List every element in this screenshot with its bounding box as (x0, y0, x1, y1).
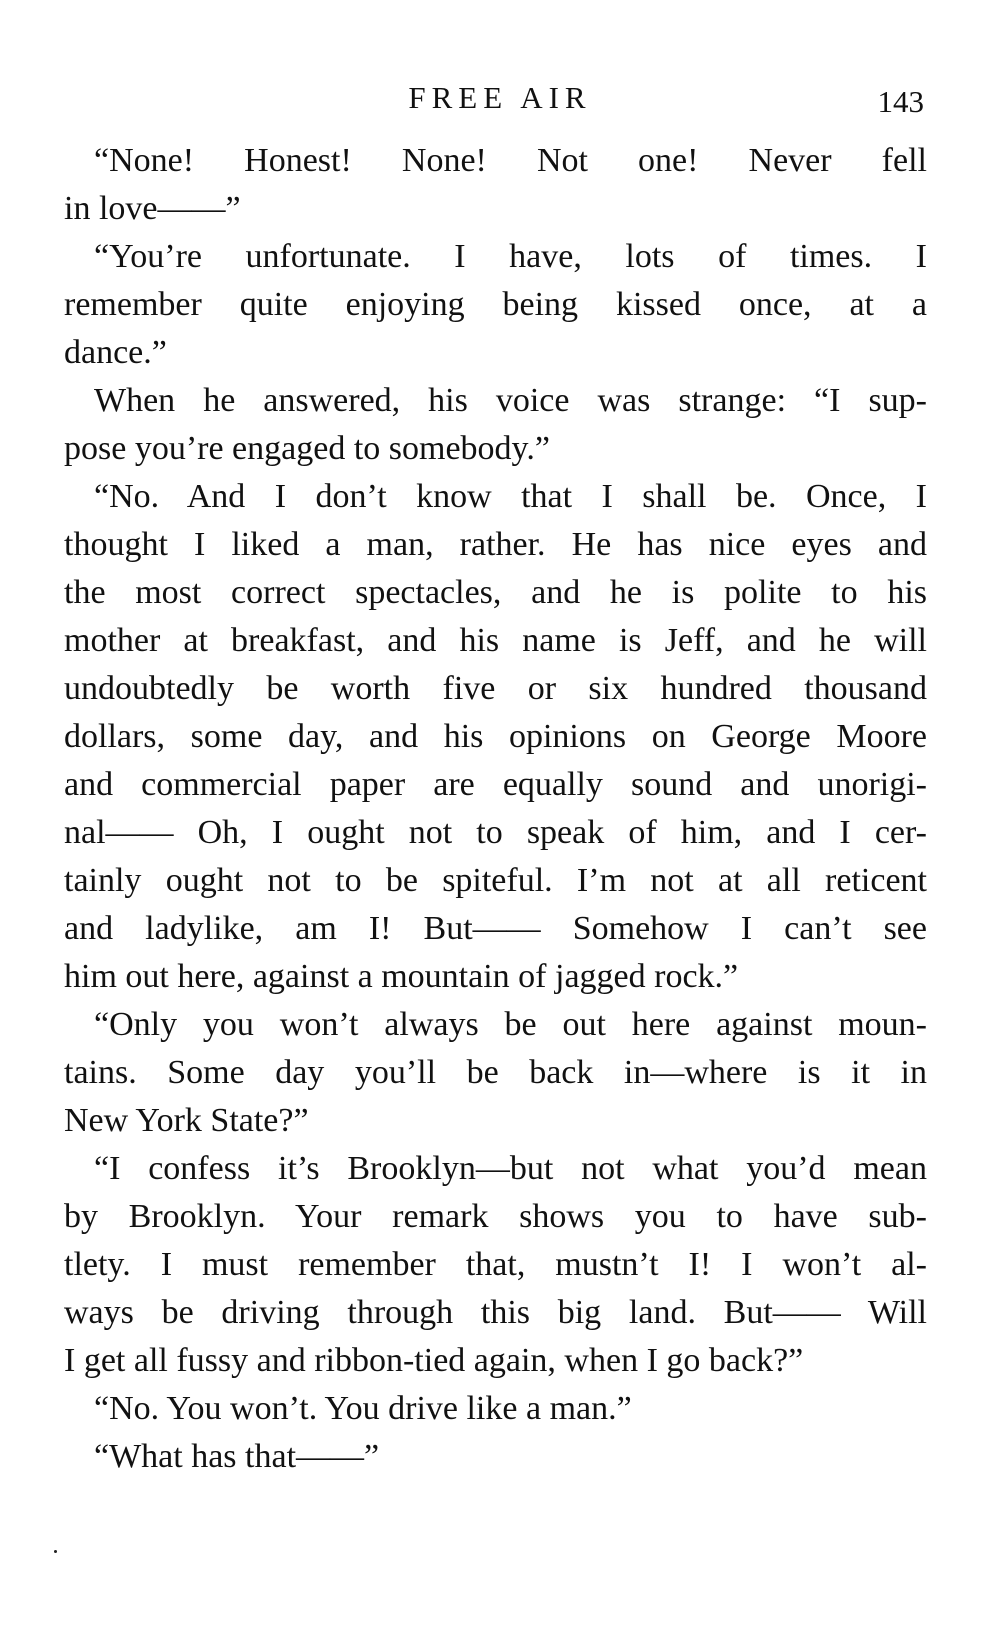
text-line: When he answered, his voice was strange: “I sup- (94, 382, 927, 419)
body-text (64, 137, 927, 1481)
text-line: dollars, some day, and his opinions on George Moore (64, 718, 927, 755)
text-line: “Only you won’t always be out here against moun- (94, 1006, 927, 1043)
text-line: “I confess it’s Brooklyn—but not what you’d mean (94, 1150, 927, 1187)
text-line: him out here, against a mountain of jagged rock.” (64, 958, 739, 995)
text-line: “What has that——” (94, 1438, 380, 1475)
text-line: nal—— Oh, I ought not to speak of him, and I cer- (64, 814, 927, 851)
page-number: 143 (877, 84, 924, 119)
text-line: ways be driving through this big land. But—— Will (64, 1294, 927, 1331)
text-line: pose you’re engaged to somebody.” (64, 430, 550, 467)
running-title: FREE AIR (408, 80, 592, 115)
text-line: dance.” (64, 334, 167, 371)
text-line: “None! Honest! None! Not one! Never fell (94, 142, 927, 179)
ink-speck (54, 1550, 57, 1553)
text-line: New York State?” (64, 1102, 309, 1139)
text-line: the most correct spectacles, and he is polite to his (64, 574, 927, 611)
text-line: tlety. I must remember that, mustn’t I! I won’t al- (64, 1246, 927, 1283)
text-line: mother at breakfast, and his name is Jeff, and he will (64, 622, 927, 659)
text-line: I get all fussy and ribbon-tied again, when I go back?” (64, 1342, 804, 1379)
text-line: tainly ought not to be spiteful. I’m not at all reticent (64, 862, 927, 899)
text-line: and commercial paper are equally sound and unorigi- (64, 766, 927, 803)
text-line: by Brooklyn. Your remark shows you to have sub- (64, 1198, 927, 1235)
running-head (0, 78, 1000, 118)
text-line: in love——” (64, 190, 241, 227)
text-line: undoubtedly be worth five or six hundred thousand (64, 670, 927, 707)
text-line: “You’re unfortunate. I have, lots of times. I (94, 238, 927, 275)
text-line: “No. And I don’t know that I shall be. Once, I (94, 478, 927, 515)
text-line: remember quite enjoying being kissed once, at a (64, 286, 927, 323)
text-line: thought I liked a man, rather. He has nice eyes and (64, 526, 927, 563)
text-line: tains. Some day you’ll be back in—where is it in (64, 1054, 927, 1091)
text-line: “No. You won’t. You drive like a man.” (94, 1390, 632, 1427)
text-line: and ladylike, am I! But—— Somehow I can’t see (64, 910, 927, 947)
